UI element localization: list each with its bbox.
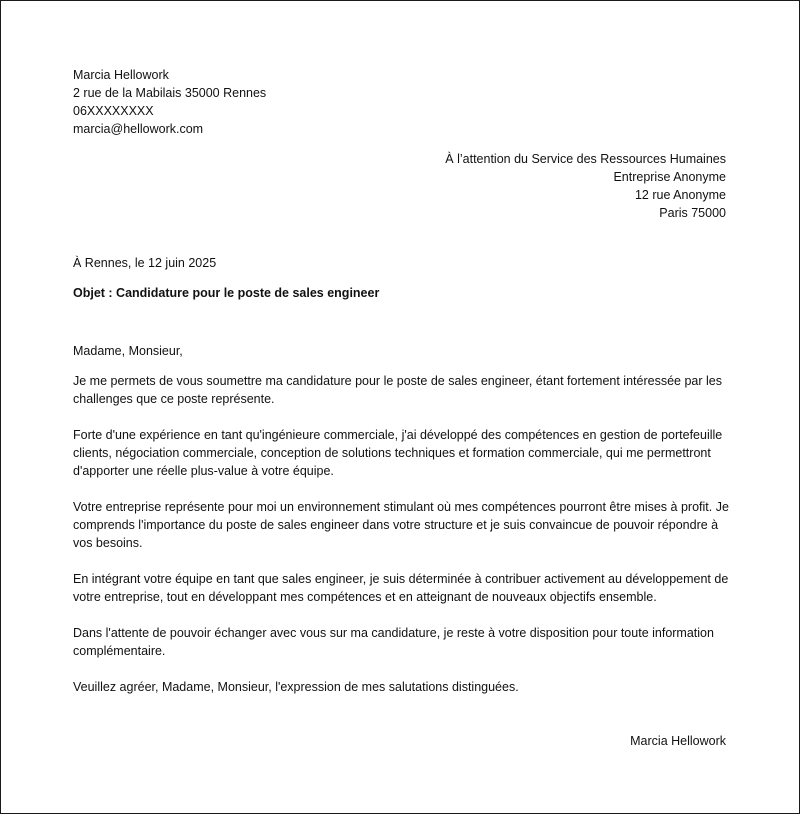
paragraph-experience: Forte d'une expérience en tant qu'ingénieure commerciale, j'ai développé des compétences en gestion de portefeuille clients, négociation commerciale, conception de solutions techniques et formation commerciale, qui me permettront d'apporter une réelle plus-value à votre équipe.	[73, 428, 723, 478]
letter-body	[73, 342, 733, 714]
subject-line: Objet : Candidature pour le poste de sales engineer	[73, 286, 380, 300]
salutation: Madame, Monsieur,	[73, 344, 183, 358]
paragraph-closing: Veuillez agréer, Madame, Monsieur, l'expression de mes salutations distinguées.	[73, 680, 519, 694]
recipient-attention: À l’attention du Service des Ressources Humaines	[445, 152, 726, 166]
paragraph-availability: Dans l'attente de pouvoir échanger avec vous sur ma candidature, je reste à votre disposition pour toute information complémentaire.	[73, 626, 714, 658]
paragraph-motivation: En intégrant votre équipe en tant que sales engineer, je suis déterminée à contribuer activement au développement de votre entreprise, tout en développant mes compétences et en atteignant de nouveaux objectifs ensemble.	[73, 572, 729, 604]
sender-name: Marcia Hellowork	[73, 68, 169, 82]
recipient-block	[445, 150, 726, 222]
recipient-company: Entreprise Anonyme	[613, 170, 726, 184]
paragraph-company: Votre entreprise représente pour moi un environnement stimulant où mes compétences pourront être mises à profit. Je comprends l'importance du poste de sales engineer dans votre structure et je suis convaincue de pouvoir répondre à vos besoins.	[73, 500, 729, 550]
date-line: À Rennes, le 12 juin 2025	[73, 256, 217, 270]
recipient-city: Paris 75000	[659, 206, 726, 220]
sender-email: marcia@hellowork.com	[73, 122, 204, 136]
signature: Marcia Hellowork	[630, 734, 726, 748]
sender-phone: 06XXXXXXXX	[73, 104, 154, 118]
sender-address: 2 rue de la Mabilais 35000 Rennes	[73, 86, 267, 100]
paragraph-intro: Je me permets de vous soumettre ma candidature pour le poste de sales engineer, étant fortement intéressée par les challenges que ce poste représente.	[73, 374, 722, 406]
sender-block	[73, 66, 266, 138]
recipient-street: 12 rue Anonyme	[634, 188, 726, 202]
